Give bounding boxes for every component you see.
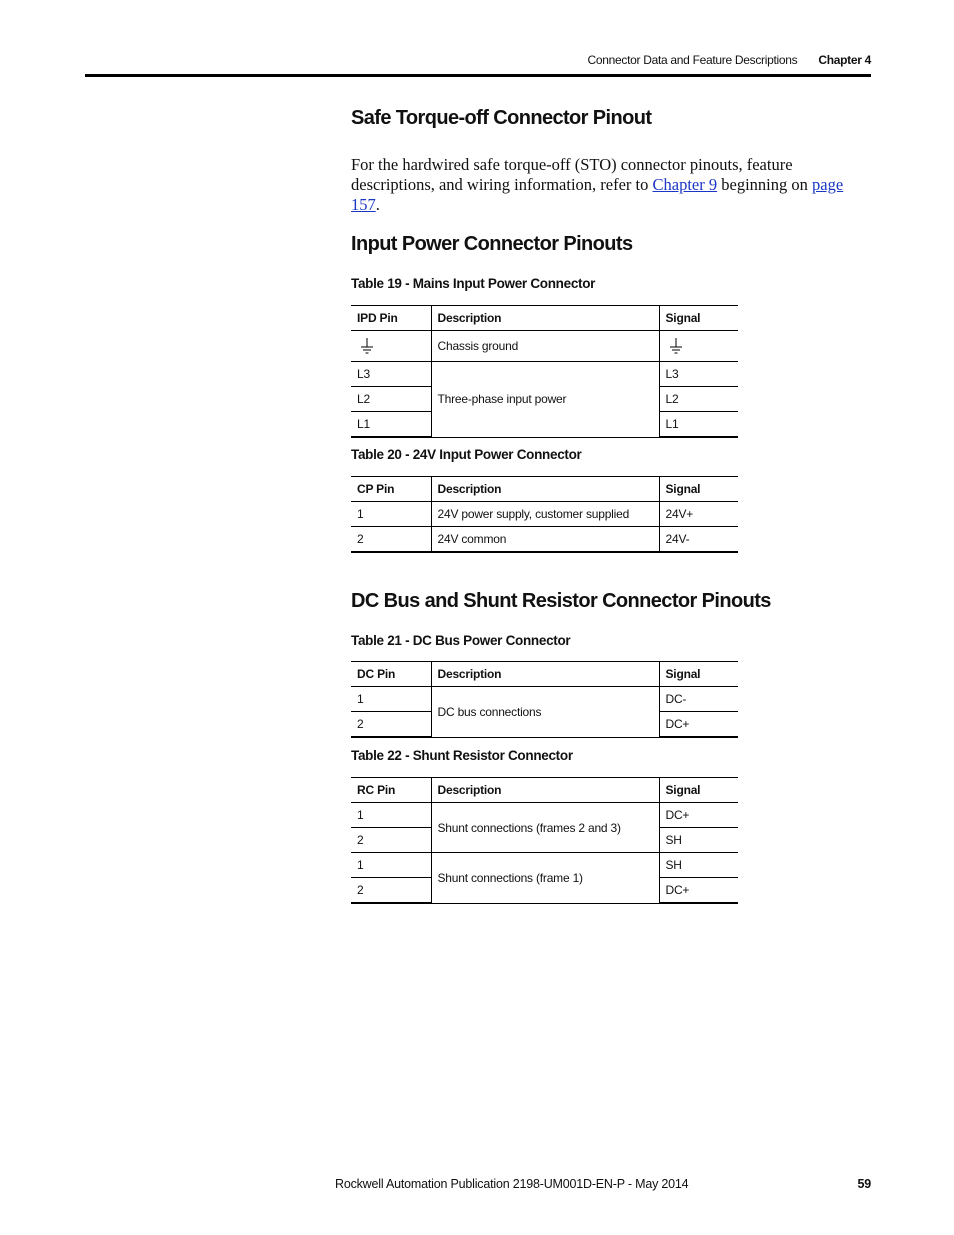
table-cell: 24V power supply, customer supplied [431, 502, 659, 527]
column-header: Signal [659, 306, 738, 331]
column-header: Description [431, 778, 659, 803]
table-row [351, 687, 738, 712]
table-row [351, 853, 738, 878]
table-row [351, 527, 738, 553]
table-cell: 1 [351, 502, 431, 527]
table-cell: L2 [659, 387, 738, 412]
column-header: Description [431, 306, 659, 331]
table-row [351, 331, 738, 362]
sto-section-title: Safe Torque-off Connector Pinout [351, 107, 652, 129]
table-cell [659, 331, 738, 362]
column-header: DC Pin [351, 662, 431, 687]
header-section-title: Connector Data and Feature Descriptions [587, 53, 798, 67]
column-header: Description [431, 662, 659, 687]
sto-text: For the hardwired safe torque-off (STO) connector pinouts, feature descriptions, and wiring information, refer to [351, 155, 793, 194]
table-cell: 24V common [431, 527, 659, 553]
dc-bus-power-table [351, 661, 738, 738]
table-header-row [351, 306, 738, 331]
table-cell: L1 [351, 412, 431, 438]
table-20-caption: Table 20 - 24V Input Power Connector [351, 447, 582, 462]
24v-input-power-table [351, 476, 738, 553]
table-cell-merged: DC bus connections [431, 687, 659, 738]
mains-input-power-table [351, 305, 738, 438]
table-cell: SH [659, 853, 738, 878]
table-cell: 24V- [659, 527, 738, 553]
table-21-caption: Table 21 - DC Bus Power Connector [351, 633, 571, 648]
header-chapter: Chapter 4 [818, 53, 871, 67]
table-cell: DC+ [659, 712, 738, 738]
table-cell-merged: Shunt connections (frames 2 and 3) [431, 803, 659, 853]
table-cell: Chassis ground [431, 331, 659, 362]
table-row [351, 803, 738, 828]
table-cell: 24V+ [659, 502, 738, 527]
chapter-9-link[interactable]: Chapter 9 [652, 175, 718, 194]
dc-bus-section-title: DC Bus and Shunt Resistor Connector Pinouts [351, 590, 771, 612]
table-cell: L1 [659, 412, 738, 438]
table-cell: 2 [351, 527, 431, 553]
sto-paragraph [351, 155, 871, 215]
input-power-section-title: Input Power Connector Pinouts [351, 233, 633, 255]
ground-symbol-icon [669, 338, 683, 354]
column-header: Signal [659, 778, 738, 803]
table-cell: DC+ [659, 878, 738, 904]
page-number: 59 [857, 1177, 871, 1191]
table-22-caption: Table 22 - Shunt Resistor Connector [351, 748, 573, 763]
column-header: Signal [659, 662, 738, 687]
column-header: CP Pin [351, 477, 431, 502]
table-cell: DC- [659, 687, 738, 712]
table-row [351, 362, 738, 387]
table-cell: 1 [351, 853, 431, 878]
running-header [588, 53, 871, 67]
column-header: Description [431, 477, 659, 502]
table-cell: 2 [351, 712, 431, 738]
table-cell: L2 [351, 387, 431, 412]
table-cell-merged: Three-phase input power [431, 362, 659, 438]
table-header-row [351, 778, 738, 803]
ground-symbol-icon [360, 338, 374, 354]
table-cell: 2 [351, 878, 431, 904]
shunt-resistor-table [351, 777, 738, 904]
table-header-row [351, 662, 738, 687]
table-cell: SH [659, 828, 738, 853]
table-19-caption: Table 19 - Mains Input Power Connector [351, 276, 596, 291]
table-cell-merged: Shunt connections (frame 1) [431, 853, 659, 904]
column-header: IPD Pin [351, 306, 431, 331]
table-cell: 1 [351, 803, 431, 828]
table-header-row [351, 477, 738, 502]
publication-id: Rockwell Automation Publication 2198-UM001D-EN-P - May 2014 [335, 1177, 689, 1191]
column-header: RC Pin [351, 778, 431, 803]
table-cell: L3 [659, 362, 738, 387]
table-cell [351, 331, 431, 362]
column-header: Signal [659, 477, 738, 502]
page-157-link[interactable]: page 157 [351, 175, 844, 214]
sto-text-middle: beginning on [717, 175, 812, 194]
header-rule [85, 74, 871, 77]
table-cell: 1 [351, 687, 431, 712]
table-cell: DC+ [659, 803, 738, 828]
table-row [351, 502, 738, 527]
table-cell: L3 [351, 362, 431, 387]
sto-text-end: . [375, 195, 380, 214]
table-cell: 2 [351, 828, 431, 853]
